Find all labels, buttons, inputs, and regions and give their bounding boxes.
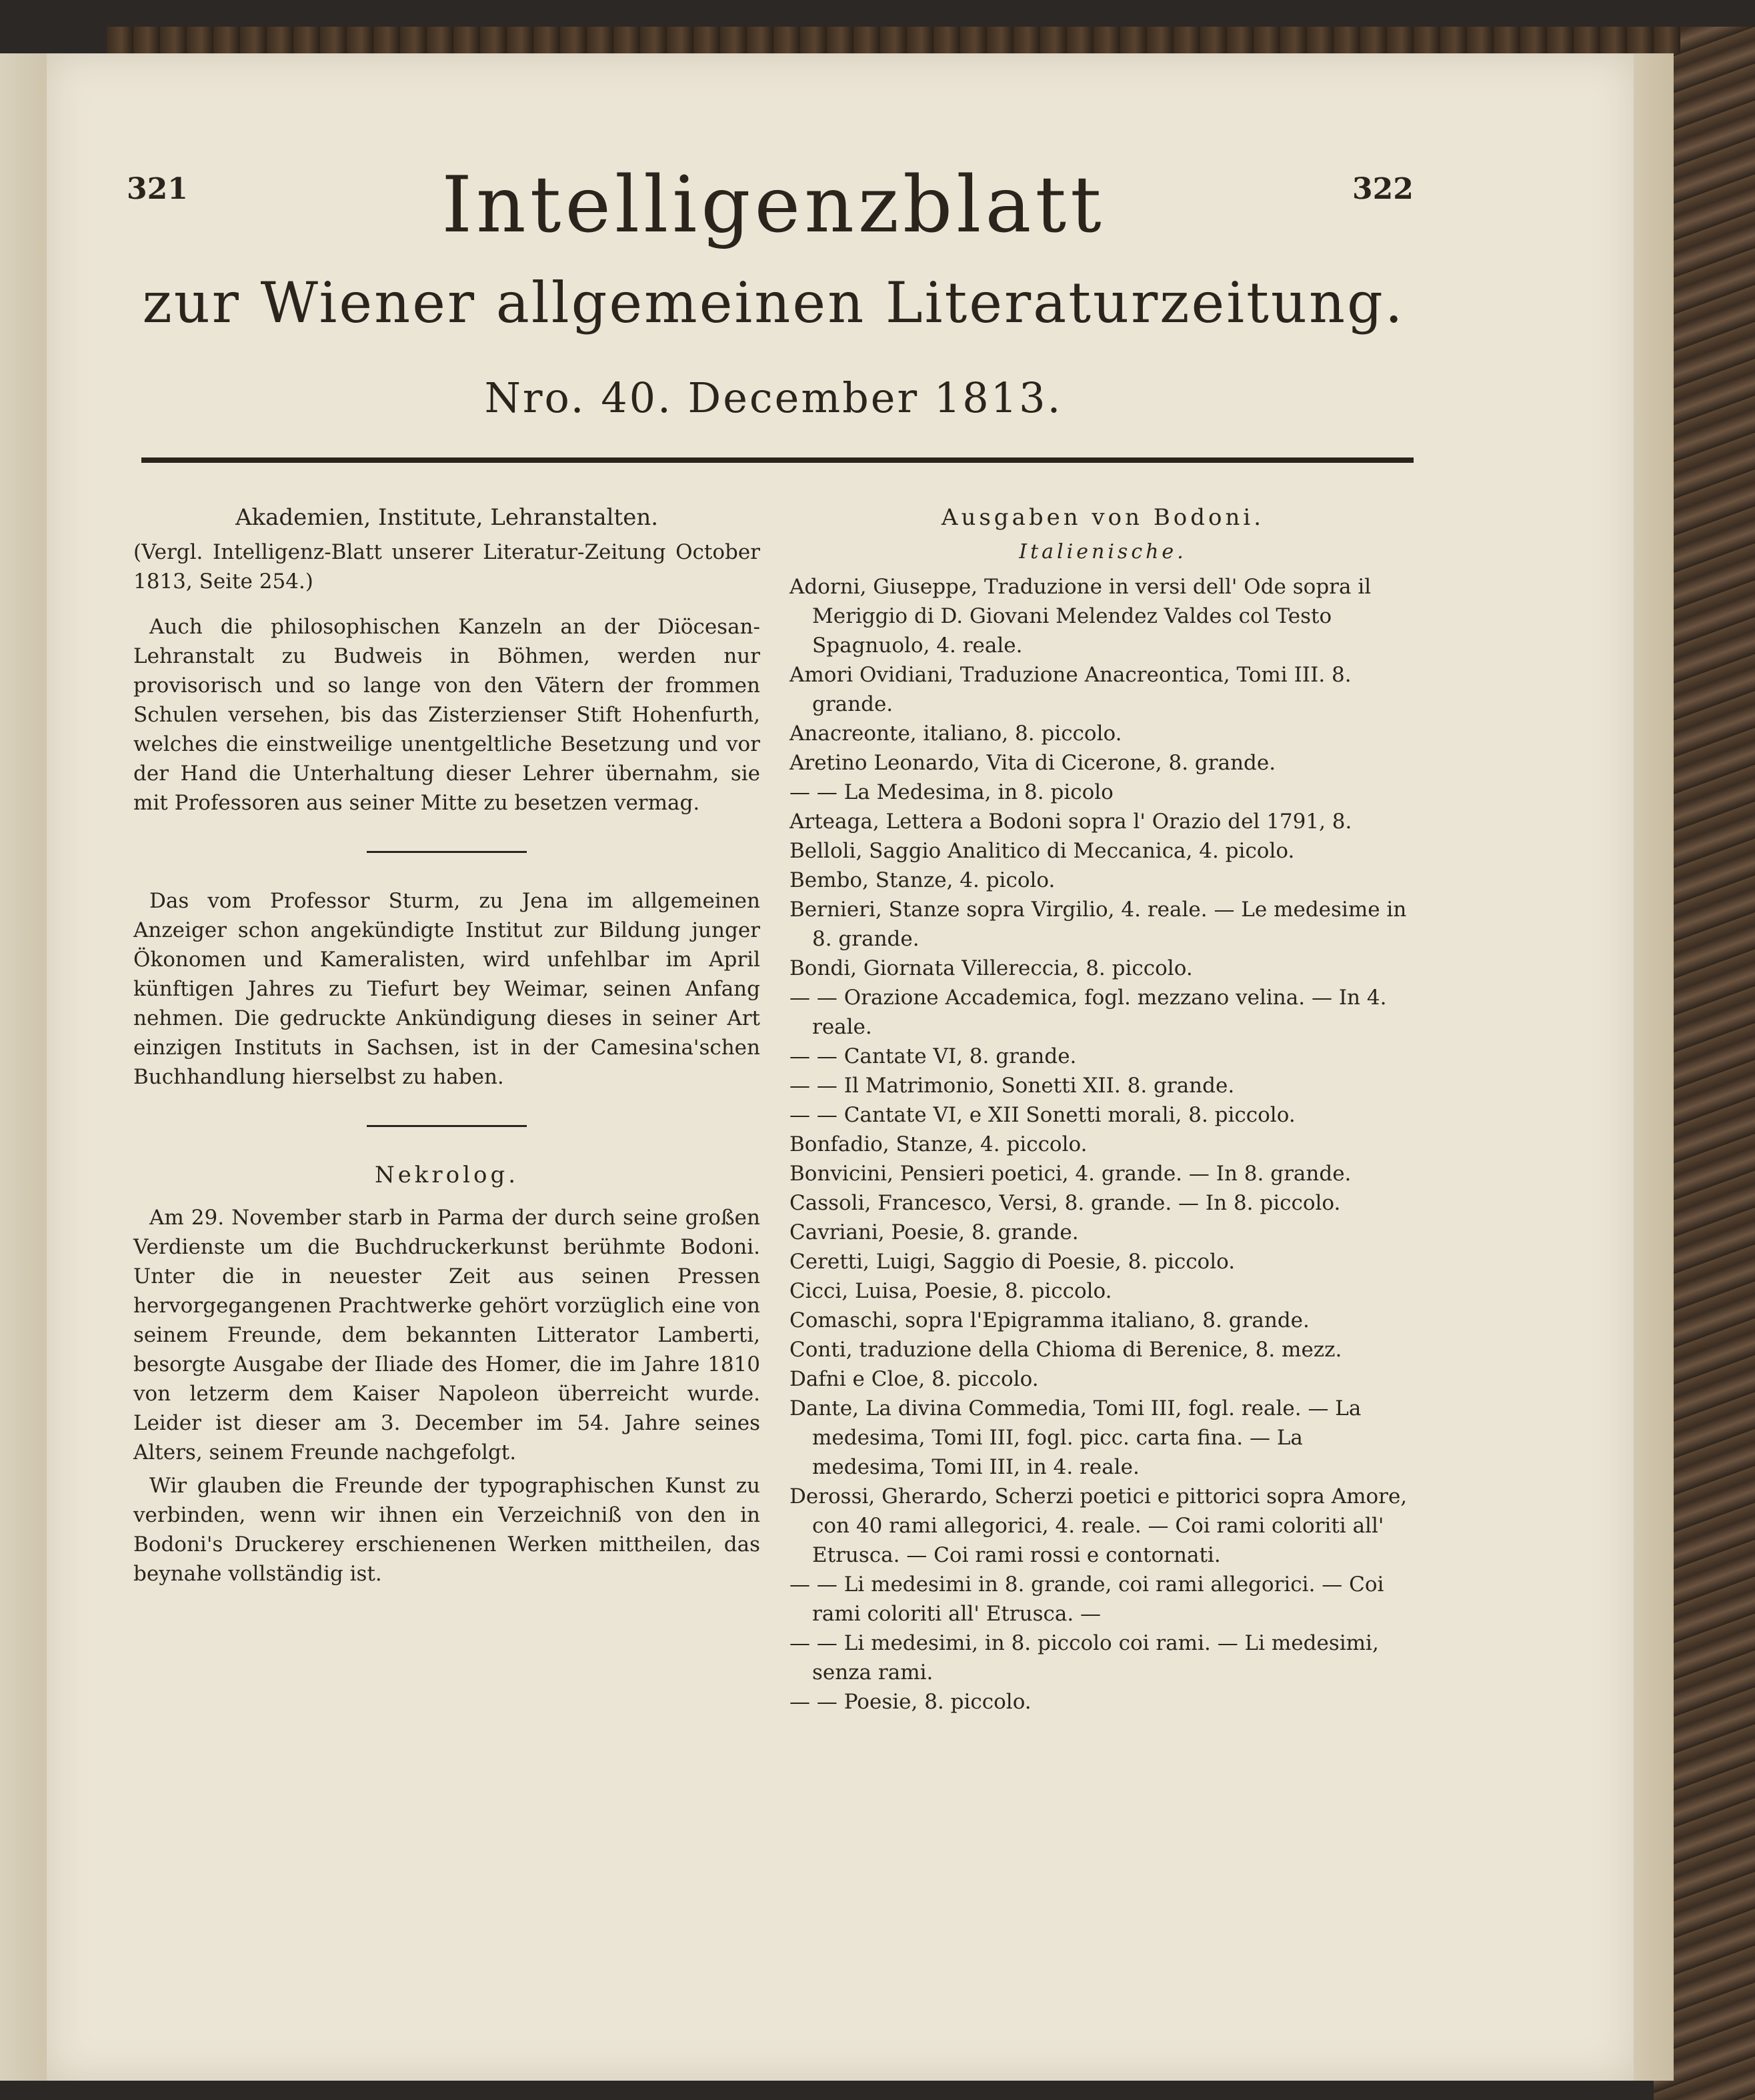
article-budweis: Auch die philosophischen Kanzeln an der Diöcesan-Lehranstalt zu Budweis in Böhmen, werden nur provisorisch und so lange von den Vätern der frommen Schulen versehen, bis das Zisterzienser Stift Hohenfurth, welches die einstweilige unentgeltliche Besetzung und vor der Hand die Unterhaltung dieser Lehrer übernahm, sie mit Professoren aus seiner Mitte zu besetzen vermag. [133, 615, 760, 815]
necrology-list-intro: Wir glauben die Freunde der typographischen Kunst zu verbinden, wenn wir ihnen ein Verzeichniß von den in Bodoni's Druckerey erschienenen Werken mittheilen, das beynahe vollständig ist. [133, 1474, 760, 1586]
list-item: Derossi, Gherardo, Scherzi poetici e pittorici sopra Amore, con 40 rami allegorici, 4. reale. — Coi rami coloriti all' Etrusca. — Coi rami rossi e contornati. [789, 1484, 1408, 1567]
section-heading-academies: Akademien, Institute, Lehranstalten. [235, 504, 659, 531]
list-item: — — Poesie, 8. piccolo. [789, 1690, 1032, 1714]
bodoni-list-heading: Ausgaben von Bodoni. [941, 504, 1265, 531]
right-column [789, 493, 1416, 1717]
bodoni-entry-list [789, 572, 1416, 1717]
book-top-edge [107, 27, 1680, 53]
list-item: Dafni e Cloe, 8. piccolo. [789, 1367, 1039, 1391]
list-item: Bondi, Giornata Villereccia, 8. piccolo. [789, 956, 1193, 980]
page-number-left: 321 [127, 172, 188, 206]
list-item: Anacreonte, italiano, 8. piccolo. [789, 722, 1122, 746]
list-item: — — Cantate VI, 8. grande. [789, 1044, 1077, 1068]
list-item: Aretino Leonardo, Vita di Cicerone, 8. grande. [789, 751, 1276, 775]
section-heading-necrology: Nekrolog. [374, 1162, 519, 1188]
necrology-bodoni: Am 29. November starb in Parma der durch seine großen Verdienste um die Buchdruckerkunst berühmte Bodoni. Unter die in neuester Zeit aus seinen Pressen hervorgegangenen Prachtwerke gehört vorzüglich eine von seinem Freunde, dem bekannten Litterator Lamberti, besorgte Ausgabe der Iliade des Homer, die im Jahre 1810 von letzerm dem Kaiser Napoleon überreicht wurde. Leider ist dieser am 3. December im 54. Jahre seines Alters, seinem Freunde nachgefolgt. [133, 1206, 760, 1464]
list-item: Belloli, Saggio Analitico di Meccanica, 4. picolo. [789, 839, 1295, 863]
header-rule [141, 457, 1414, 463]
bodoni-list-subheading: Italienische. [1019, 540, 1187, 564]
list-item: Adorni, Giuseppe, Traduzione in versi dell' Ode sopra il Meriggio di D. Giovani Melendez Valdes col Testo Spagnuolo, 4. reale. [789, 575, 1372, 658]
list-item: — — La Medesima, in 8. picolo [789, 780, 1114, 804]
list-item: Dante, La divina Commedia, Tomi III, fogl. reale. — La medesima, Tomi III, fogl. picc. carta fina. — La medesima, Tomi III, in 4. reale. [789, 1396, 1362, 1479]
list-item: Bernieri, Stanze sopra Virgilio, 4. reale. — Le medesime in 8. grande. [789, 898, 1407, 951]
left-column [133, 493, 760, 1593]
page-number-right: 322 [1352, 172, 1414, 206]
list-item: Arteaga, Lettera a Bodoni sopra l' Orazio del 1791, 8. [789, 810, 1352, 834]
masthead-title: Intelligenzblatt [441, 160, 1106, 250]
list-item: Cassoli, Francesco, Versi, 8. grande. — In 8. piccolo. [789, 1191, 1341, 1215]
article-tiefurt: Das vom Professor Sturm, zu Jena im allgemeinen Anzeiger schon angekündigte Institut zur Bildung junger Ökonomen und Kameralisten, wird unfehlbar im April künftigen Jahres zu Tiefurt bey Weimar, seinen Anfang nehmen. Die gedruckte Ankündigung dieses in seiner Art einzigen Instituts in Sachsen, ist in der Camesina'schen Buchhandlung hierselbst zu haben. [133, 889, 760, 1089]
list-item: — — Il Matrimonio, Sonetti XII. 8. grande. [789, 1074, 1235, 1098]
list-item: — — Cantate VI, e XII Sonetti morali, 8. piccolo. [789, 1103, 1296, 1127]
list-item: Ceretti, Luigi, Saggio di Poesie, 8. piccolo. [789, 1250, 1236, 1274]
list-item: Comaschi, sopra l'Epigramma italiano, 8. grande. [789, 1308, 1310, 1332]
masthead-subtitle: zur Wiener allgemeinen Literaturzeitung. [142, 270, 1405, 335]
list-item: Bonvicini, Pensieri poetici, 4. grande. — In 8. grande. [789, 1162, 1352, 1186]
list-item: Bonfadio, Stanze, 4. piccolo. [789, 1132, 1088, 1156]
list-item: — — Li medesimi, in 8. piccolo coi rami. — Li medesimi, senza rami. [789, 1631, 1379, 1685]
list-item: Cicci, Luisa, Poesie, 8. piccolo. [789, 1279, 1112, 1303]
book-gutter [0, 53, 47, 2081]
list-item: Amori Ovidiani, Traduzione Anacreontica, Tomi III. 8. grande. [789, 663, 1352, 716]
list-item: — — Orazione Accademica, fogl. mezzano velina. — In 4. reale. [789, 986, 1387, 1039]
issue-line: Nro. 40. December 1813. [484, 373, 1063, 422]
section-divider [367, 1125, 527, 1127]
list-item: — — Li medesimi in 8. grande, coi rami allegorici. — Coi rami coloriti all' Etrusca. — [789, 1572, 1384, 1626]
list-item: Conti, traduzione della Chioma di Berenice, 8. mezz. [789, 1338, 1342, 1362]
list-item: Bembo, Stanze, 4. picolo. [789, 868, 1056, 892]
list-item: Cavriani, Poesie, 8. grande. [789, 1220, 1079, 1244]
section-citation: (Vergl. Intelligenz-Blatt unserer Literatur-Zeitung October 1813, Seite 254.) [133, 540, 760, 594]
section-divider [367, 851, 527, 853]
